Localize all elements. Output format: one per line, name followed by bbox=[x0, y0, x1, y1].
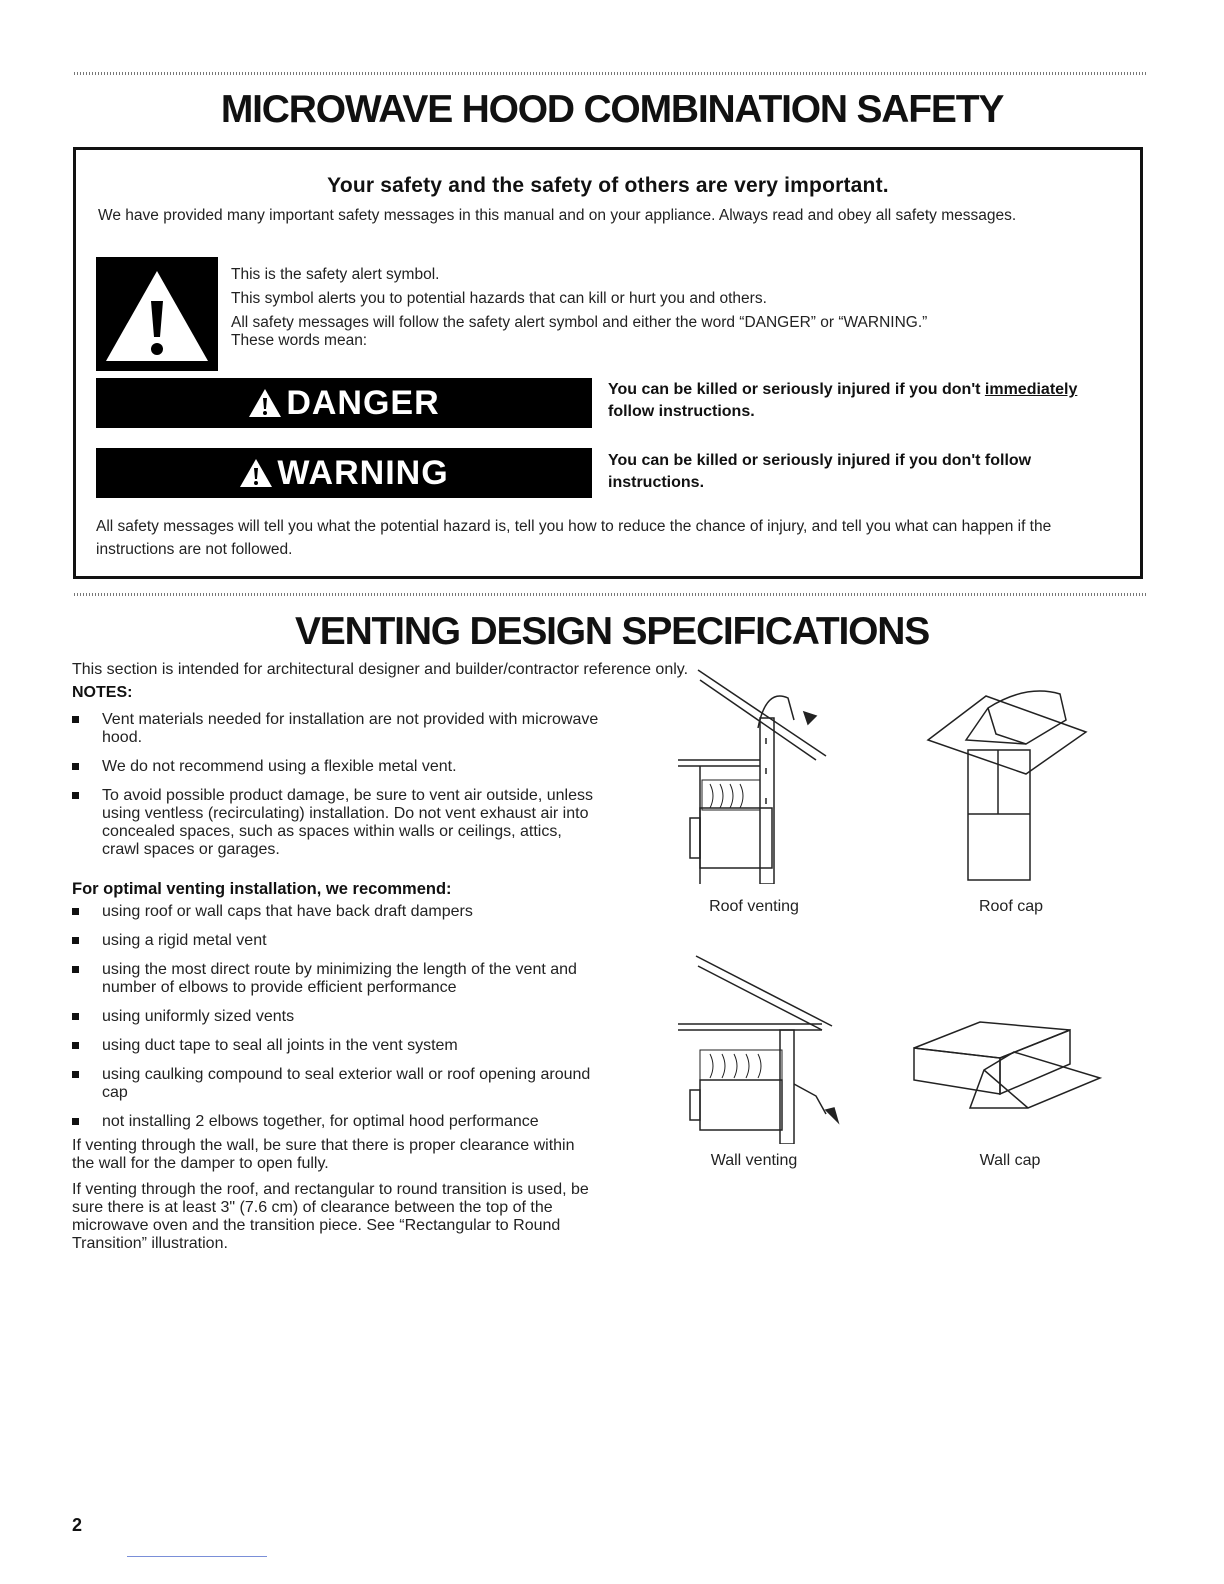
venting-title: VENTING DESIGN SPECIFICATIONS bbox=[294, 610, 930, 653]
warning-alert-icon bbox=[239, 458, 273, 488]
wall-clearance-paragraph: If venting through the wall, be sure that there is proper clearance within the wall for the damper to open fully. bbox=[72, 1137, 575, 1172]
danger-label: DANGER bbox=[286, 383, 440, 422]
warning-text: You can be killed or seriously injured if you don't follow instructions. bbox=[608, 452, 1032, 491]
notes-list bbox=[72, 711, 602, 870]
wall-venting-illustration bbox=[676, 954, 846, 1144]
list-item: not installing 2 elbows together, for optimal hood performance bbox=[72, 1113, 602, 1131]
list-item: using roof or wall caps that have back draft dampers bbox=[72, 903, 602, 921]
recommend-label: For optimal venting installation, we recommend: bbox=[72, 880, 452, 898]
safety-box bbox=[73, 147, 1143, 579]
roof-venting-illustration bbox=[676, 668, 836, 884]
danger-text bbox=[608, 379, 1128, 423]
warning-signal-bar bbox=[96, 448, 592, 498]
roof-cap-caption: Roof cap bbox=[978, 898, 1044, 915]
venting-intro: This section is intended for architectural designer and builder/contractor reference only. bbox=[72, 661, 689, 678]
list-item: using uniformly sized vents bbox=[72, 1008, 602, 1026]
safety-alert-icon bbox=[96, 257, 218, 371]
danger-text-emphasis: immediately bbox=[984, 381, 1078, 398]
alert-line: These words mean: bbox=[231, 332, 368, 349]
safety-intro: We have provided many important safety messages in this manual and on your appliance. Always read and obey all safety messages. bbox=[98, 207, 1017, 224]
danger-text-part: follow instructions. bbox=[608, 403, 755, 420]
list-item: using duct tape to seal all joints in the vent system bbox=[72, 1037, 602, 1055]
notes-label: NOTES: bbox=[72, 684, 133, 701]
top-rule bbox=[74, 72, 1146, 75]
danger-alert-icon bbox=[248, 388, 282, 418]
recommendations-list bbox=[72, 903, 602, 1142]
alert-line: This symbol alerts you to potential hazards that can kill or hurt you and others. bbox=[231, 290, 767, 307]
roof-venting-caption: Roof venting bbox=[709, 898, 799, 915]
wall-cap-caption: Wall cap bbox=[979, 1152, 1041, 1169]
list-item: using a rigid metal vent bbox=[72, 932, 602, 950]
alert-line: This is the safety alert symbol. bbox=[231, 266, 440, 283]
alert-explanation bbox=[231, 264, 1091, 354]
list-item: We do not recommend using a flexible metal vent. bbox=[72, 758, 602, 776]
wall-cap-illustration bbox=[910, 1018, 1104, 1114]
safety-closing: All safety messages will tell you what the potential hazard is, tell you how to reduce the chance of injury, and tell you what can happen if the instructions are not followed. bbox=[96, 518, 1052, 558]
warning-label: WARNING bbox=[277, 453, 449, 492]
wall-venting-caption: Wall venting bbox=[710, 1152, 798, 1169]
safety-headline: Your safety and the safety of others are very important. bbox=[327, 174, 889, 197]
roof-cap-illustration bbox=[926, 664, 1090, 884]
alert-line: All safety messages will follow the safety alert symbol and either the word “DANGER” or “WARNING.” bbox=[231, 314, 928, 331]
danger-signal-bar bbox=[96, 378, 592, 428]
list-item: using the most direct route by minimizing the length of the vent and number of elbows to provide efficient performance bbox=[72, 961, 602, 997]
danger-text-part: You can be killed or seriously injured if you don't bbox=[608, 381, 985, 398]
safety-title: MICROWAVE HOOD COMBINATION SAFETY bbox=[220, 88, 1004, 131]
footer-line bbox=[127, 1556, 267, 1557]
list-item: Vent materials needed for installation are not provided with microwave hood. bbox=[72, 711, 602, 747]
list-item: To avoid possible product damage, be sure to vent air outside, unless using ventless (recirculating) installation. Do not vent exhaust air into concealed spaces, such as spaces within walls or ceilings, attics, crawl spaces or garages. bbox=[72, 787, 602, 859]
roof-clearance-paragraph: If venting through the roof, and rectangular to round transition is used, be sure there is at least 3" (7.6 cm) of clearance between the top of the microwave oven and the transition piece. See “Rectangular to Round Transition” illustration. bbox=[72, 1181, 589, 1252]
list-item: using caulking compound to seal exterior wall or roof opening around cap bbox=[72, 1066, 602, 1102]
page-number: 2 bbox=[72, 1515, 83, 1535]
middle-rule bbox=[74, 593, 1146, 596]
